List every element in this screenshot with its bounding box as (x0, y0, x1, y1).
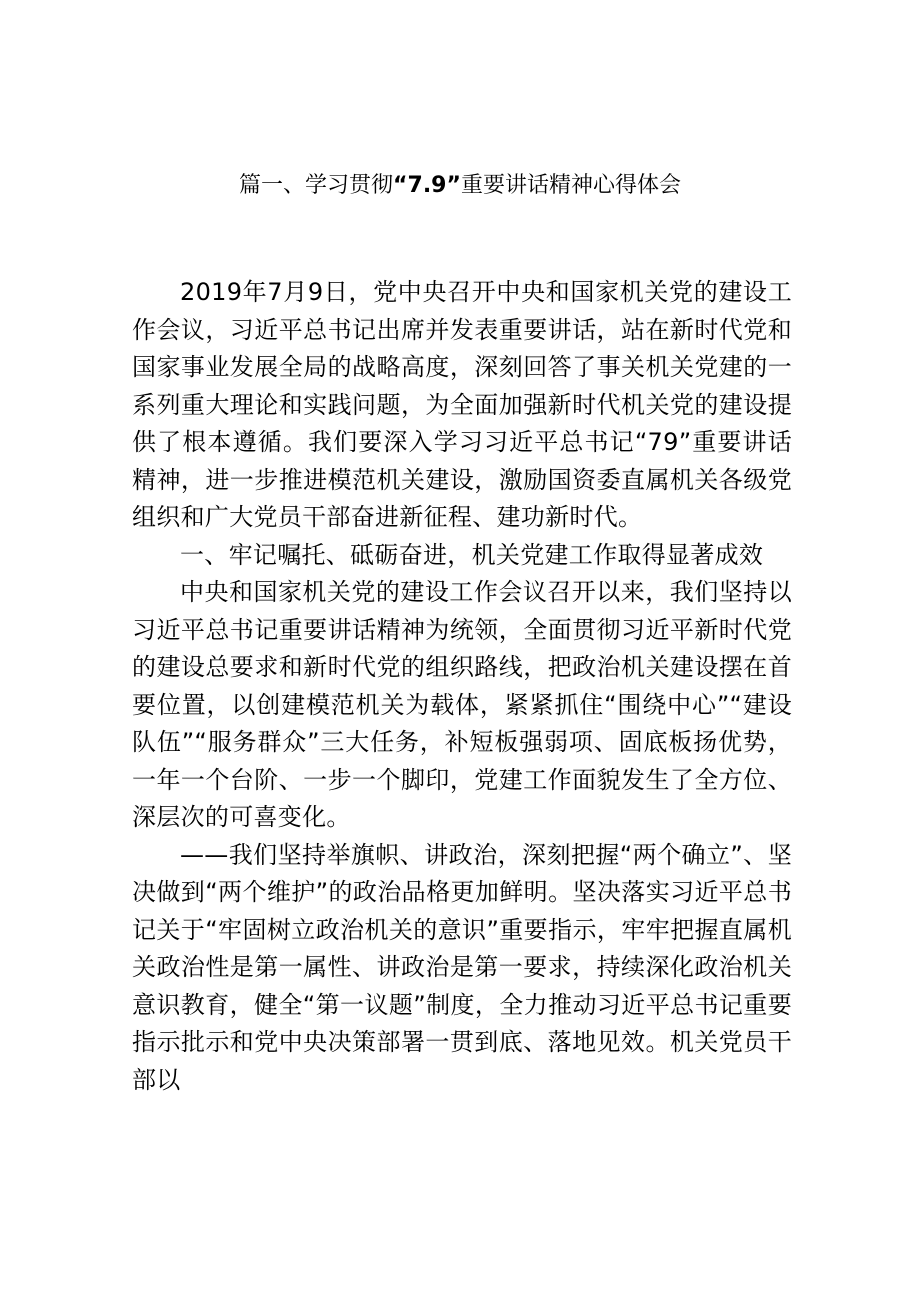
title-suffix: 重要讲话精神心得体会 (460, 173, 681, 198)
paragraph-section-1: 中央和国家机关党的建设工作会议召开以来，我们坚持以习近平总书记重要讲话精神为统领，全面贯彻习近平新时代党的建设总要求和新时代党的组织路线，把政治机关建设摆在首要位置，以创建模范机关为载体，紧紧抓住“围绕中心”“建设队伍”“服务群众”三大任务，补短板强弱项、固底板扬优势，一年一个台阶、一步一个脚印，党建工作面貌发生了全方位、深层次的可喜变化。 (132, 578, 792, 831)
document-title (0, 170, 920, 202)
section-heading-1: 一、牢记嘱托、砥砺奋进，机关党建工作取得显著成效 (180, 540, 764, 569)
document-body (132, 274, 792, 1099)
title-number: “7.9” (393, 173, 461, 198)
paragraph-point-1: ——我们坚持举旗帜、讲政治，深刻把握“两个确立”、坚决做到“两个维护”的政治品格更加鲜明。坚决落实习近平总书记关于“牢固树立政治机关的意识”重要指示，牢牢把握直属机关政治性是第一属性、讲政治是第一要求，持续深化政治机关意识教育，健全“第一议题”制度，全力推动习近平总书记重要指示批示和党中央决策部署一贯到底、落地见效。机关党员干部以 (132, 840, 792, 1094)
paragraph-intro: 2019年7月9日，党中央召开中央和国家机关党的建设工作会议，习近平总书记出席并发表重要讲话，站在新时代党和国家事业发展全局的战略高度，深刻回答了事关机关党建的一系列重大理论和实践问题，为全面加强新时代机关党的建设提供了根本遵循。我们要深入学习习近平总书记“79”重要讲话精神，进一步推进模范机关建设，激励国资委直属机关各级党组织和广大党员干部奋进新征程、建功新时代。 (132, 278, 792, 531)
title-prefix: 篇一、学习贯彻 (239, 173, 394, 198)
